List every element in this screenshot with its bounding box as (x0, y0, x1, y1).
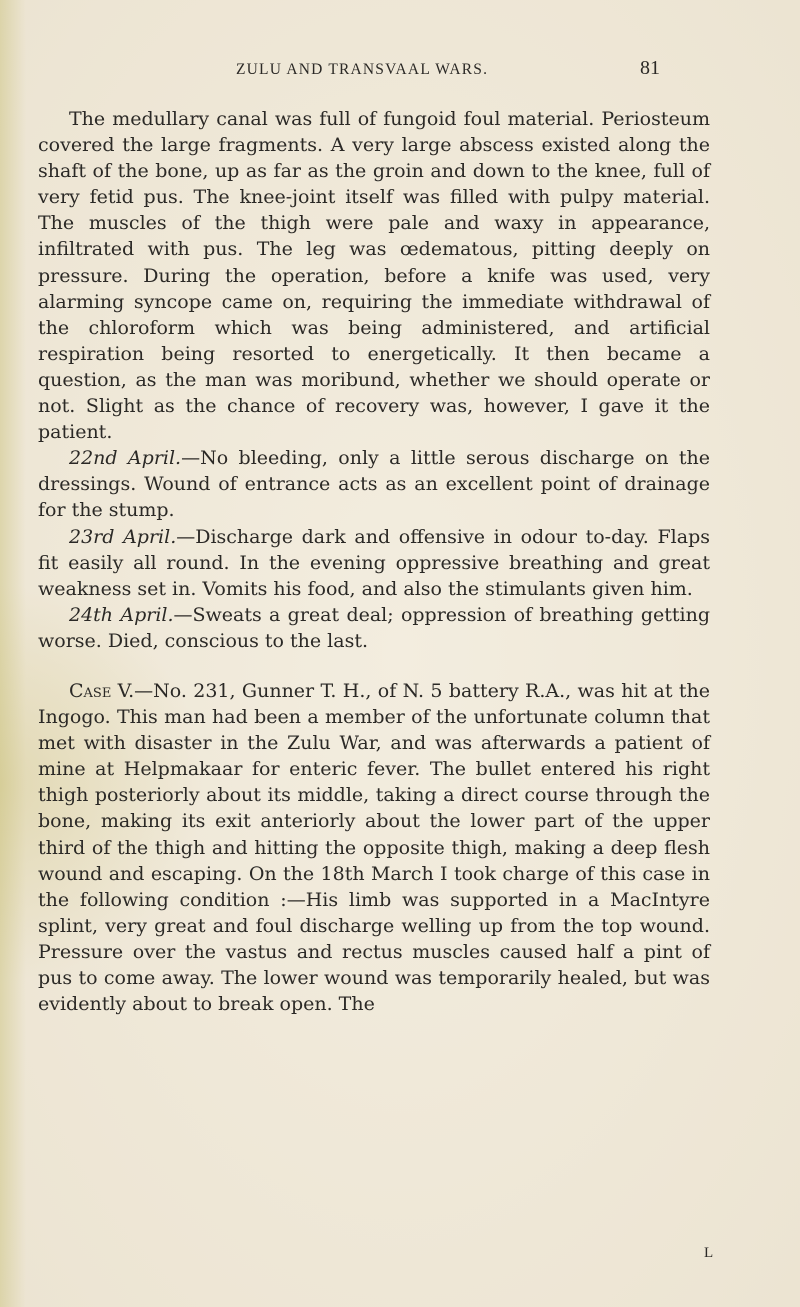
entry-date: 23rd April. (69, 525, 177, 548)
running-head: ZULU AND TRANSVAAL WARS. (236, 61, 489, 78)
paragraph-24th-april (38, 602, 710, 654)
signature-mark: L (704, 1245, 714, 1261)
paragraph-text: —No. 231, Gunner T. H., of N. 5 battery R.A., was hit at the Ingogo. This man had been a member of the unfortunate column that met with disaster in the Zulu War, and was afterwards a patient of mine at Helpmakaar for enteric fever. The bullet entered his right thigh posteriorly about its middle, taking a direct course through the bone, making its exit anteriorly about the lower part of the upper third of the thigh and hitting the opposite thigh, making a deep flesh wound and escaping. On the 18th March I took charge of this case in the following condition :—His limb was supported in a MacIntyre splint, very great and foul discharge welling up from the top wound. Pressure over the vastus and rectus muscles caused half a pint of pus to come away. The lower wound was temporarily healed, but was evidently about to break open. The (38, 679, 710, 1016)
paragraph-case-v (38, 678, 710, 1017)
paragraph-text: —Sweats a great deal; oppression of breathing getting worse. Died, conscious to the last. (38, 603, 711, 652)
entry-date: 24th April. (69, 603, 174, 626)
paragraph-text: —No bleeding, only a little serous discharge on the dressings. Wound of entrance acts as an excellent point of drainage for the stump. (38, 447, 711, 522)
paragraph-22nd-april (38, 445, 710, 523)
entry-date: 22nd April. (69, 447, 182, 470)
body-text (38, 106, 710, 1017)
case-heading: Case V. (69, 679, 135, 702)
paragraph-text: The medullary canal was full of fungoid foul material. Periosteum covered the large fragments. A very large abscess existed along the shaft of the bone, up as far as the groin and down to the knee, full of very fetid pus. The knee-joint itself was filled with pulpy material. The muscles of the thigh were pale and waxy in appearance, infiltrated with pus. The leg was œdematous, pitting deeply on pressure. During the operation, before a knife was used, very alarming syncope came on, requiring the immediate withdrawal of the chloroform which was being administered, and artificial respiration being resorted to energetically. It then became a question, as the man was moribund, whether we should operate or not. Slight as the chance of recovery was, however, I gave it the patient. (38, 108, 710, 444)
page-header (0, 58, 800, 82)
page-edge-stain (0, 0, 26, 1307)
paragraph-operation (38, 106, 710, 445)
paragraph-23rd-april (38, 524, 710, 602)
page-number: 81 (640, 57, 660, 79)
paragraph-text: —Discharge dark and offensive in odour to-day. Flaps fit easily all round. In the evening oppressive breathing and great weakness set in. Vomits his food, and also the stimulants given him. (38, 525, 710, 600)
